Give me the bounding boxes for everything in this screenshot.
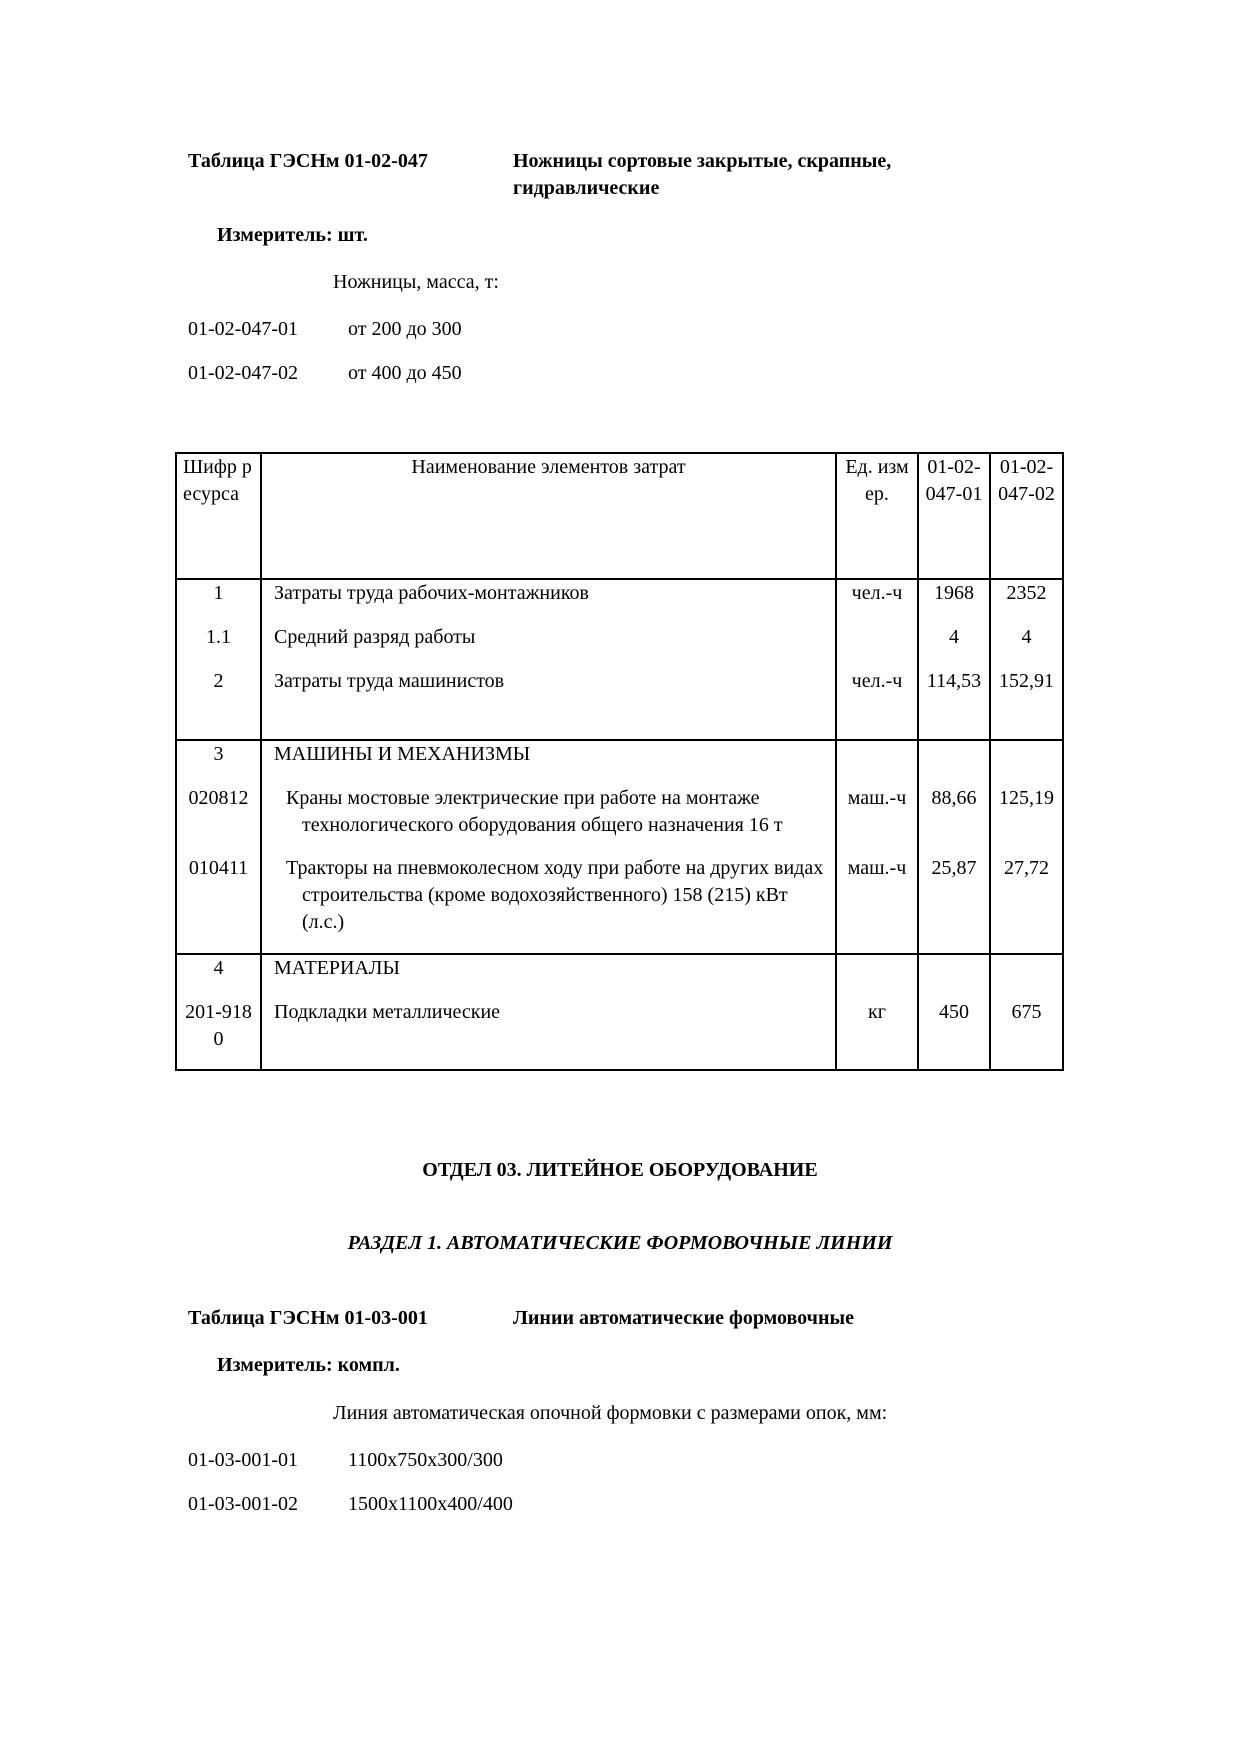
department-heading: ОТДЕЛ 03. ЛИТЕЙНОЕ ОБОРУДОВАНИЕ bbox=[422, 1159, 818, 1181]
resource-table bbox=[175, 452, 1064, 1071]
row-code: 2 bbox=[176, 668, 261, 740]
row-unit bbox=[836, 624, 918, 668]
row-value-2: 4 bbox=[990, 624, 1063, 668]
table-header-row bbox=[176, 453, 1063, 579]
table2-title: Линии автоматические формовочные bbox=[513, 1307, 854, 1329]
row-value-1: 25,87 bbox=[918, 855, 990, 954]
row-name: МАТЕРИАЛЫ bbox=[261, 954, 836, 999]
row-code: 3 bbox=[176, 740, 261, 785]
row-unit bbox=[836, 740, 918, 785]
row-value-2 bbox=[990, 954, 1063, 999]
row-unit: кг bbox=[836, 999, 918, 1070]
table2-variant-code-2: 01-03-001-02 bbox=[188, 1493, 298, 1515]
table-row bbox=[176, 624, 1063, 668]
table2-variant-code-1: 01-03-001-01 bbox=[188, 1449, 298, 1471]
row-value-2 bbox=[990, 740, 1063, 785]
row-code: 010411 bbox=[176, 855, 261, 954]
row-name: Краны мостовые электрические при работе на монтаже технологического оборудования общего назначения 16 т bbox=[286, 787, 783, 836]
row-unit: чел.-ч bbox=[836, 579, 918, 624]
row-value-1: 114,53 bbox=[918, 668, 990, 740]
row-code: 201-9180 bbox=[176, 999, 261, 1070]
row-name: Затраты труда машинистов bbox=[261, 668, 836, 740]
row-code: 4 bbox=[176, 954, 261, 999]
row-value-2: 27,72 bbox=[990, 855, 1063, 954]
table-row bbox=[176, 785, 1063, 855]
row-unit: чел.-ч bbox=[836, 668, 918, 740]
row-name: Тракторы на пневмоколесном ходу при работе на других видах строительства (кроме водохозяйственного) 158 (215) кВт (л.с.) bbox=[286, 857, 824, 933]
row-value-2: 125,19 bbox=[990, 785, 1063, 855]
header-name: Наименование элементов затрат bbox=[261, 453, 836, 579]
row-unit: маш.-ч bbox=[836, 785, 918, 855]
row-name: МАШИНЫ И МЕХАНИЗМЫ bbox=[261, 740, 836, 785]
table1-variant-desc-2: от 400 до 450 bbox=[348, 362, 462, 384]
table-row bbox=[176, 668, 1063, 740]
row-name: Подкладки металлические bbox=[261, 999, 836, 1070]
table1-variant-desc-1: от 200 до 300 bbox=[348, 318, 462, 340]
row-code: 020812 bbox=[176, 785, 261, 855]
header-unit: Ед. измер. bbox=[836, 453, 918, 579]
table2-label: Таблица ГЭСНм 01-03-001 bbox=[188, 1307, 428, 1329]
row-unit bbox=[836, 954, 918, 999]
table-row bbox=[176, 740, 1063, 785]
table1-title-line1: Ножницы сортовые закрытые, скрапные, bbox=[513, 150, 892, 172]
table2-subtitle: Линия автоматическая опочной формовки с размерами опок, мм: bbox=[333, 1402, 888, 1424]
row-code: 1.1 bbox=[176, 624, 261, 668]
row-value-1: 4 bbox=[918, 624, 990, 668]
row-name: Средний разряд работы bbox=[261, 624, 836, 668]
row-value-1 bbox=[918, 740, 990, 785]
table1-unit: Измеритель: шт. bbox=[217, 224, 368, 246]
subsection-heading: РАЗДЕЛ 1. АВТОМАТИЧЕСКИЕ ФОРМОВОЧНЫЕ ЛИНИИ bbox=[347, 1232, 893, 1254]
table2-variant-desc-1: 1100x750x300/300 bbox=[348, 1449, 503, 1471]
header-code: Шифр ресурса bbox=[176, 453, 261, 579]
row-code: 1 bbox=[176, 579, 261, 624]
row-value-1: 88,66 bbox=[918, 785, 990, 855]
table1-variant-code-2: 01-02-047-02 bbox=[188, 362, 298, 384]
row-value-1: 1968 bbox=[918, 579, 990, 624]
table2-variant-desc-2: 1500x1100x400/400 bbox=[348, 1493, 513, 1515]
table1-variant-code-1: 01-02-047-01 bbox=[188, 318, 298, 340]
header-col2: 01-02-047-02 bbox=[990, 453, 1063, 579]
table-row bbox=[176, 579, 1063, 624]
table1-label: Таблица ГЭСНм 01-02-047 bbox=[188, 150, 428, 172]
table1-title-line2: гидравлические bbox=[513, 177, 660, 199]
row-value-1 bbox=[918, 954, 990, 999]
table2-unit: Измеритель: компл. bbox=[217, 1354, 400, 1376]
table-row bbox=[176, 855, 1063, 954]
row-value-2: 152,91 bbox=[990, 668, 1063, 740]
table-row bbox=[176, 999, 1063, 1070]
row-value-2: 2352 bbox=[990, 579, 1063, 624]
table1-subtitle: Ножницы, масса, т: bbox=[333, 271, 499, 293]
row-unit: маш.-ч bbox=[836, 855, 918, 954]
header-col1: 01-02-047-01 bbox=[918, 453, 990, 579]
row-value-1: 450 bbox=[918, 999, 990, 1070]
row-value-2: 675 bbox=[990, 999, 1063, 1070]
row-name: Затраты труда рабочих-монтажников bbox=[261, 579, 836, 624]
table-row bbox=[176, 954, 1063, 999]
